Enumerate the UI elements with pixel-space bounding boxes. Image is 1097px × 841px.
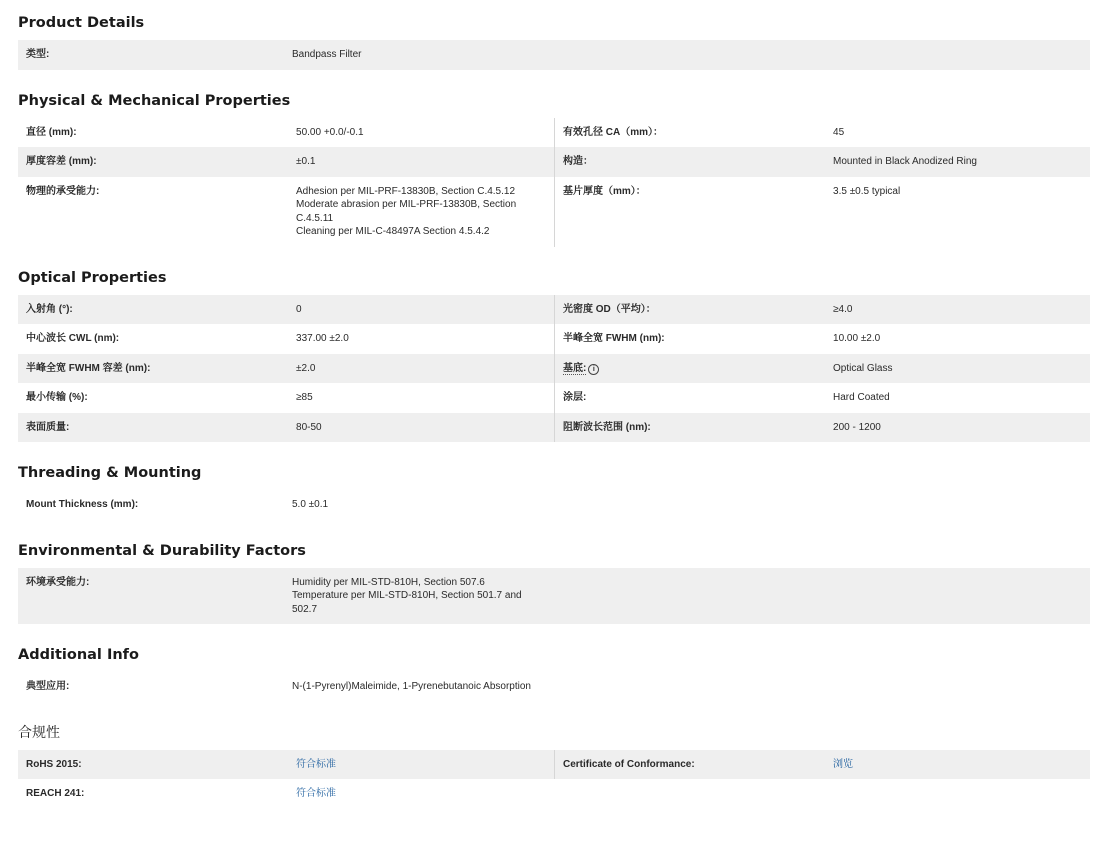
- spec-table: [18, 295, 1090, 443]
- spec-value: ±0.1: [288, 147, 554, 177]
- spec-empty-cell: [546, 672, 1090, 702]
- spec-value-line: Moderate abrasion per MIL-PRF-13830B, Section C.4.5.11: [296, 199, 517, 224]
- spec-value: 10.00 ±2.0: [833, 333, 881, 344]
- spec-label: 表面质量:: [18, 413, 288, 443]
- spec-label: 涂层:: [554, 383, 825, 413]
- spec-value: ≥85: [296, 392, 313, 403]
- certificate-view-link[interactable]: 浏览: [833, 758, 854, 770]
- section-title-optical: Optical Properties: [18, 269, 167, 286]
- spec-label: Mount Thickness (mm):: [26, 499, 139, 510]
- spec-label: Certificate of Conformance:: [554, 750, 825, 780]
- table-row: [18, 40, 1090, 70]
- table-row: [18, 490, 1090, 520]
- spec-label: 构造：: [554, 147, 825, 177]
- spec-label: 中心波长 CWL (nm):: [26, 333, 120, 344]
- info-circle-icon[interactable]: i: [588, 364, 599, 375]
- spec-label: 最小传输 (%):: [26, 392, 88, 403]
- table-row: [18, 672, 1090, 702]
- spec-value: 50.00 +0.0/-0.1: [296, 126, 364, 138]
- spec-value: 200 - 1200: [825, 413, 1090, 443]
- spec-empty-cell: [554, 779, 1090, 809]
- spec-value: [825, 750, 1090, 780]
- spec-value: N-(1-Pyrenyl)Maleimide, 1-Pyrenebutanoic Absorption: [292, 681, 531, 692]
- section-title-product-details: Product Details: [18, 15, 145, 31]
- spec-label: 基片厚度（mm）：: [554, 177, 825, 247]
- spec-label: 环境承受能力:: [18, 568, 284, 625]
- spec-label: 典型应用:: [26, 681, 70, 692]
- spec-value: Mounted in Black Anodized Ring: [825, 147, 1090, 177]
- section-compliance: [18, 710, 1090, 809]
- product-spec-page: [18, 0, 1090, 809]
- spec-value-line: Cleaning per MIL-C-48497A Section 4.5.4.2: [296, 226, 490, 237]
- spec-label-substrate: [554, 354, 825, 384]
- spec-label: 阻断波长范围 (nm):: [554, 413, 825, 443]
- reach-compliant-link[interactable]: 符合标准: [296, 788, 337, 799]
- spec-label-text: 基底:: [562, 362, 587, 374]
- spec-label: 直径 (mm):: [26, 126, 77, 138]
- spec-label: 入射角 (°):: [18, 295, 288, 325]
- section-title-additional: Additional Info: [18, 647, 139, 663]
- spec-table: [18, 490, 1090, 520]
- spec-value: 0: [288, 295, 554, 325]
- spec-value: ≥4.0: [825, 295, 1090, 325]
- spec-value: Bandpass Filter: [284, 40, 1090, 70]
- table-row: [18, 383, 1090, 413]
- spec-empty-cell: [546, 568, 1090, 625]
- table-row: [18, 354, 1090, 384]
- spec-value: [284, 568, 546, 625]
- table-row: [18, 568, 1090, 625]
- spec-label: 有效孔径 CA（mm）：: [554, 118, 825, 148]
- section-product-details: [18, 0, 1090, 70]
- table-row: [18, 147, 1090, 177]
- spec-label: 物理的承受能力:: [26, 185, 100, 197]
- section-title-compliance: 合规性: [18, 724, 60, 741]
- spec-table: [18, 568, 1090, 625]
- section-environmental: [18, 528, 1090, 625]
- section-optical: [18, 255, 1090, 443]
- spec-value: [288, 177, 554, 247]
- spec-value: 3.5 ±0.5 typical: [833, 185, 901, 197]
- spec-value: Hard Coated: [833, 392, 890, 403]
- spec-value: 5.0 ±0.1: [292, 499, 329, 510]
- spec-value: Optical Glass: [825, 354, 1090, 384]
- section-threading-mounting: [18, 450, 1090, 520]
- spec-value: 45: [833, 126, 845, 138]
- spec-table: [18, 750, 1090, 809]
- spec-value-line: Temperature per MIL-STD-810H, Section 501.7 and 502.7: [292, 590, 522, 615]
- spec-value: 337.00 ±2.0: [296, 333, 349, 344]
- spec-label: 半峰全宽 FWHM (nm):: [554, 324, 825, 354]
- spec-value: ±2.0: [288, 354, 554, 384]
- spec-label: 类型:: [18, 40, 284, 70]
- table-row: [18, 324, 1090, 354]
- rohs-compliant-link[interactable]: 符合标准: [296, 758, 337, 770]
- section-title-threading: Threading & Mounting: [18, 465, 202, 481]
- section-title-environmental: Environmental & Durability Factors: [18, 542, 306, 559]
- table-row: [18, 750, 1090, 780]
- section-title-physical: Physical & Mechanical Properties: [18, 92, 291, 109]
- spec-label: RoHS 2015:: [18, 750, 288, 780]
- spec-table: [18, 118, 1090, 247]
- spec-value: 80-50: [288, 413, 554, 443]
- spec-value-line: Adhesion per MIL-PRF-13830B, Section C.4.5.12: [296, 185, 516, 197]
- spec-table: [18, 40, 1090, 70]
- spec-label: 厚度容差 (mm):: [18, 147, 288, 177]
- spec-value: [288, 779, 554, 809]
- table-row: [18, 177, 1090, 247]
- spec-label: 半峰全宽 FWHM 容差 (nm):: [18, 354, 288, 384]
- section-physical-mechanical: [18, 78, 1090, 247]
- table-row: [18, 118, 1090, 148]
- spec-label: REACH 241:: [26, 788, 85, 799]
- spec-table: [18, 672, 1090, 702]
- table-row: [18, 413, 1090, 443]
- table-row: [18, 779, 1090, 809]
- table-row: [18, 295, 1090, 325]
- section-additional-info: [18, 632, 1090, 702]
- spec-value-line: Humidity per MIL-STD-810H, Section 507.6: [292, 576, 485, 588]
- spec-value: [288, 750, 554, 780]
- spec-label: 光密度 OD（平均）：: [554, 295, 825, 325]
